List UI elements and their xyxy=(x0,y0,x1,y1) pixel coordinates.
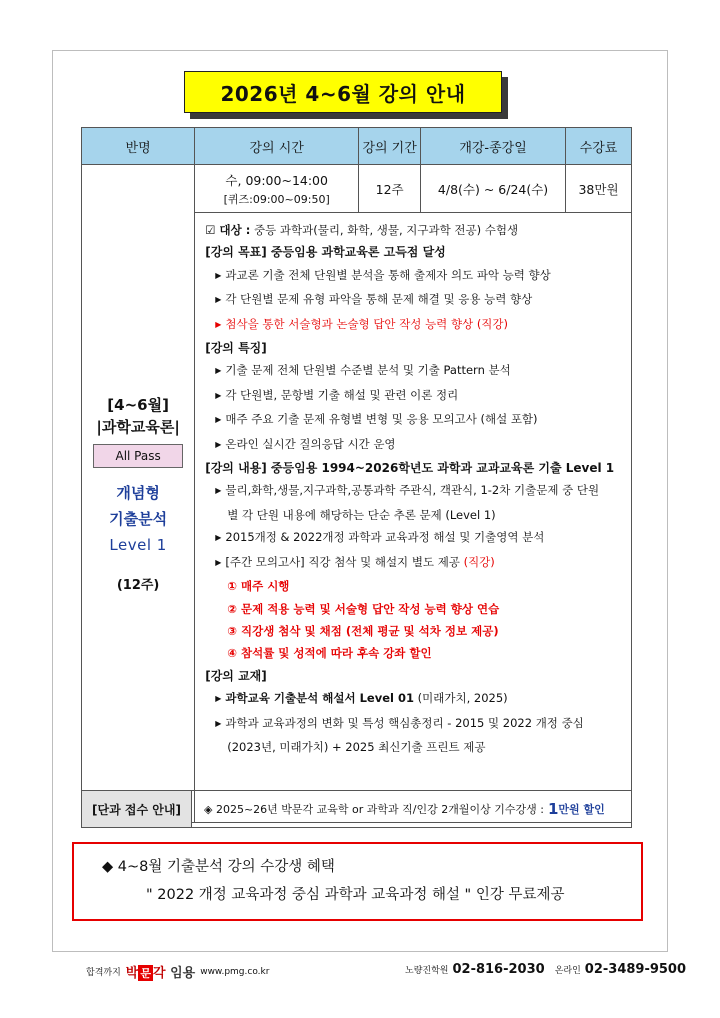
course-table xyxy=(81,127,632,823)
discount-amount: 1 xyxy=(547,800,559,818)
benefit-box xyxy=(72,842,643,921)
sub-item: ② 문제 적용 능력 및 서술형 답안 작성 능력 향상 연습 xyxy=(227,601,500,616)
class-cell xyxy=(82,165,195,823)
header-class: 반명 xyxy=(82,128,195,165)
schedule-row xyxy=(82,165,632,213)
online-phone: 02-3489-9500 xyxy=(584,962,687,977)
schedule-time: 수, 09:00~14:00 xyxy=(225,172,328,188)
registration-text: ◈ 2025~26년 박문각 교육학 or 과학과 직/인강 2개월이상 기수강생 : xyxy=(204,803,544,816)
list-item: ▶ 첨삭을 통한 서술형과 논술형 답안 작성 능력 향상 (직강) xyxy=(215,316,509,331)
discount-label: 만원 할인 xyxy=(558,803,605,816)
target-prefix: ☑ 대상 : xyxy=(205,223,251,237)
schedule-fee: 38만원 xyxy=(566,165,632,213)
list-item: ▶ 과학과 교육과정의 변화 및 특성 핵심총정리 - 2015 및 2022 개정 중심 xyxy=(215,715,584,730)
page-title: 2026년 4~6월 강의 안내 xyxy=(184,71,502,113)
class-kind: 기출분석 xyxy=(109,510,168,528)
list-item: ▶ 기출 문제 전체 단원별 수준별 분석 및 기출 Pattern 분석 xyxy=(215,363,511,378)
all-pass-badge: All Pass xyxy=(93,444,183,468)
schedule-weeks: 12주 xyxy=(359,165,421,213)
table-header-row xyxy=(82,128,632,165)
sub-item: ① 매주 시행 xyxy=(227,579,290,594)
schedule-time-cell xyxy=(195,165,359,213)
list-item: ▶ 각 단원별 문제 유형 파악을 통해 문제 해결 및 응용 능력 향상 xyxy=(215,292,533,307)
registration-row xyxy=(81,790,632,828)
list-item-continued: (2023년, 미래가치) + 2025 최신기출 프린트 제공 xyxy=(227,739,486,754)
footer-contacts xyxy=(405,962,686,977)
online-label: 온라인 xyxy=(554,966,581,976)
features-title: [강의 특징] xyxy=(205,341,267,356)
list-item: ▶ 매주 주요 기출 문제 유형별 변형 및 응용 모의고사 (해설 포함) xyxy=(215,412,538,427)
sub-item: ④ 참석률 및 성적에 따라 후속 강좌 할인 xyxy=(227,646,432,661)
details-cell xyxy=(195,213,632,823)
office-phone: 02-816-2030 xyxy=(452,962,545,977)
textbook-title: [강의 교재] xyxy=(205,668,267,683)
registration-label: [단과 접수 안내] xyxy=(82,791,192,827)
list-item: ▶ 온라인 실시간 질의응답 시간 운영 xyxy=(215,436,396,451)
class-duration: (12주) xyxy=(116,578,160,593)
content-title: [강의 내용] 중등임용 1994~2026학년도 과학과 교과교육론 기출 Level 1 xyxy=(205,461,615,476)
header-fee: 수강료 xyxy=(566,128,632,165)
benefit-title: ◆ 4~8월 기출분석 강의 수강생 혜택 xyxy=(102,859,335,875)
class-level: Level 1 xyxy=(109,536,167,554)
schedule-quiz: [퀴즈:09:00~09:50] xyxy=(223,192,330,206)
office-label: 노량진학원 xyxy=(405,966,449,976)
list-item: ▶ 2015개정 & 2022개정 과학과 교육과정 해설 및 기출영역 분석 xyxy=(215,530,545,545)
class-term: [4~6월] xyxy=(107,396,169,414)
target-text: 중등 과학과(물리, 화학, 생물, 지구과학 전공) 수험생 xyxy=(254,223,519,237)
target-line xyxy=(205,219,621,241)
list-item: ▶ 물리,화학,생물,지구과학,공통과학 주관식, 객관식, 1-2차 기출문제 중 단원 xyxy=(215,483,600,498)
header-period: 강의 기간 xyxy=(359,128,421,165)
goal-title: [강의 목표] 중등임용 과학교육론 고득점 달성 xyxy=(205,245,446,260)
class-subject: |과학교육론| xyxy=(96,418,180,436)
list-item: ▶ [주간 모의고사] 직강 첨삭 및 해설지 별도 제공 (직강) xyxy=(215,554,495,569)
list-item: ▶ 과학교육 기출분석 해설서 Level 01 (미래가치, 2025) xyxy=(215,691,508,706)
brand-logo: 박 문 각 임용 xyxy=(125,966,196,981)
footer-website[interactable]: www.pmg.co.kr xyxy=(200,966,270,977)
class-type: 개념형 xyxy=(116,484,160,502)
registration-info xyxy=(192,800,605,818)
header-dates: 개강-종강일 xyxy=(421,128,566,165)
header-time: 강의 시간 xyxy=(195,128,359,165)
sub-item: ③ 직강생 첨삭 및 채점 (전체 평균 및 석차 정보 제공) xyxy=(227,623,499,638)
list-item-continued: 별 각 단원 내용에 해당하는 단순 추론 문제 (Level 1) xyxy=(227,507,496,522)
benefit-detail: " 2022 개정 교육과정 중심 과학과 교육과정 해설 " 인강 무료제공 xyxy=(146,887,565,903)
footer-tagline: 합격까지 xyxy=(86,968,121,978)
list-item: ▶ 각 단원별, 문항별 기출 해설 및 관련 이론 정리 xyxy=(215,387,459,402)
footer-brand xyxy=(86,962,269,981)
schedule-dates: 4/8(수) ~ 6/24(수) xyxy=(421,165,566,213)
list-item: ▶ 과교론 기출 전체 단원별 분석을 통해 출제자 의도 파악 능력 향상 xyxy=(215,267,551,282)
